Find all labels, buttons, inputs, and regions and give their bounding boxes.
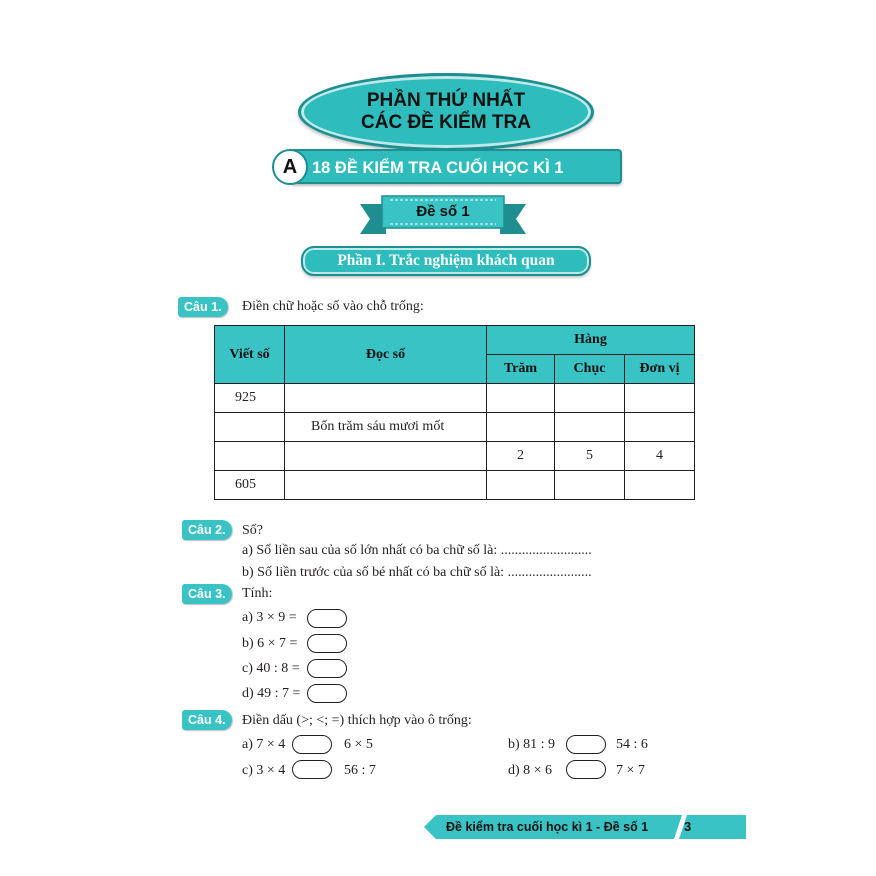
cell-doc-so[interactable]: Bốn trăm sáu mươi mốt — [285, 413, 487, 442]
q3-answer-box-d[interactable] — [307, 684, 347, 703]
q2-prompt: Số? — [242, 523, 263, 538]
cell-doc-so[interactable] — [285, 471, 487, 500]
header-viet-so: Viết số — [215, 326, 285, 384]
q3-answer-box-a[interactable] — [307, 609, 347, 628]
cell-don-vi[interactable] — [625, 413, 695, 442]
q4-compare-box-c[interactable] — [292, 760, 332, 779]
section-letter: A — [282, 155, 298, 178]
footer-title: Đề kiểm tra cuối học kì 1 - Đề số 1 — [446, 820, 649, 834]
table-row — [215, 471, 695, 500]
q3-item-c: c) 40 : 8 = — [242, 661, 300, 676]
q2-part-b: b) Số liền trước của số bé nhất có ba chữ số là: ........................ — [242, 565, 592, 580]
cell-tram[interactable] — [487, 471, 555, 500]
q4-d-left: d) 8 × 6 — [508, 763, 553, 778]
q4-a-left: a) 7 × 4 — [242, 737, 286, 752]
table-row — [215, 384, 695, 413]
cell-tram[interactable] — [487, 384, 555, 413]
table-row — [215, 442, 695, 471]
cell-chuc[interactable] — [555, 471, 625, 500]
cell-tram[interactable] — [487, 413, 555, 442]
page-number: 3 — [684, 819, 692, 834]
part-title-line2: CÁC ĐỀ KIỂM TRA — [361, 112, 531, 133]
q4-b-left: b) 81 : 9 — [508, 737, 556, 752]
exam-label: Đề số 1 — [416, 203, 470, 220]
q4-d-right: 7 × 7 — [616, 763, 645, 778]
part-title-oval — [298, 73, 594, 151]
q4-badge: Câu 4. — [182, 710, 232, 730]
q3-answer-box-c[interactable] — [307, 659, 347, 678]
cell-viet-so[interactable] — [215, 442, 285, 471]
cell-doc-so[interactable] — [285, 442, 487, 471]
q4-compare-box-b[interactable] — [566, 735, 606, 754]
cell-chuc[interactable] — [555, 384, 625, 413]
cell-viet-so[interactable] — [215, 413, 285, 442]
q2-part-a: a) Số liền sau của số lớn nhất có ba chữ số là: .......................... — [242, 543, 592, 558]
section-letter-badge — [272, 149, 308, 185]
q3-item-b: b) 6 × 7 = — [242, 636, 298, 651]
section-banner — [290, 149, 622, 184]
header-chuc: Chục — [555, 355, 625, 384]
cell-don-vi[interactable]: 4 — [625, 442, 695, 471]
q2-badge: Câu 2. — [182, 520, 232, 540]
cell-viet-so[interactable]: 605 — [215, 471, 285, 500]
cell-don-vi[interactable] — [625, 384, 695, 413]
header-doc-so: Đọc số — [285, 326, 487, 384]
q4-compare-box-d[interactable] — [566, 760, 606, 779]
part-label-pill — [301, 246, 591, 276]
header-hang: Hàng — [487, 326, 695, 355]
section-title: 18 ĐỀ KIỂM TRA CUỐI HỌC KÌ 1 — [312, 159, 564, 177]
q3-badge: Câu 3. — [182, 584, 232, 604]
q4-compare-box-a[interactable] — [292, 735, 332, 754]
cell-chuc[interactable] — [555, 413, 625, 442]
place-value-table — [214, 325, 695, 500]
q3-item-a: a) 3 × 9 = — [242, 610, 297, 625]
q4-c-right: 56 : 7 — [344, 763, 376, 778]
cell-viet-so[interactable]: 925 — [215, 384, 285, 413]
q4-a-right: 6 × 5 — [344, 737, 373, 752]
cell-tram[interactable]: 2 — [487, 442, 555, 471]
table-row — [215, 413, 695, 442]
q1-prompt: Điền chữ hoặc số vào chỗ trống: — [242, 299, 424, 314]
q3-item-d: d) 49 : 7 = — [242, 686, 301, 701]
header-tram: Trăm — [487, 355, 555, 384]
cell-chuc[interactable]: 5 — [555, 442, 625, 471]
q3-prompt: Tính: — [242, 586, 273, 601]
cell-doc-so[interactable] — [285, 384, 487, 413]
header-don-vi: Đơn vị — [625, 355, 695, 384]
q4-c-left: c) 3 × 4 — [242, 763, 286, 778]
q1-badge: Câu 1. — [178, 297, 228, 317]
part-title-line1: PHẦN THỨ NHẤT — [366, 90, 526, 111]
part-label: Phần I. Trắc nghiệm khách quan — [337, 252, 555, 269]
q3-answer-box-b[interactable] — [307, 634, 347, 653]
q4-b-right: 54 : 6 — [616, 737, 648, 752]
q4-prompt: Điền dấu (>; <; =) thích hợp vào ô trống: — [242, 713, 472, 728]
cell-don-vi[interactable] — [625, 471, 695, 500]
